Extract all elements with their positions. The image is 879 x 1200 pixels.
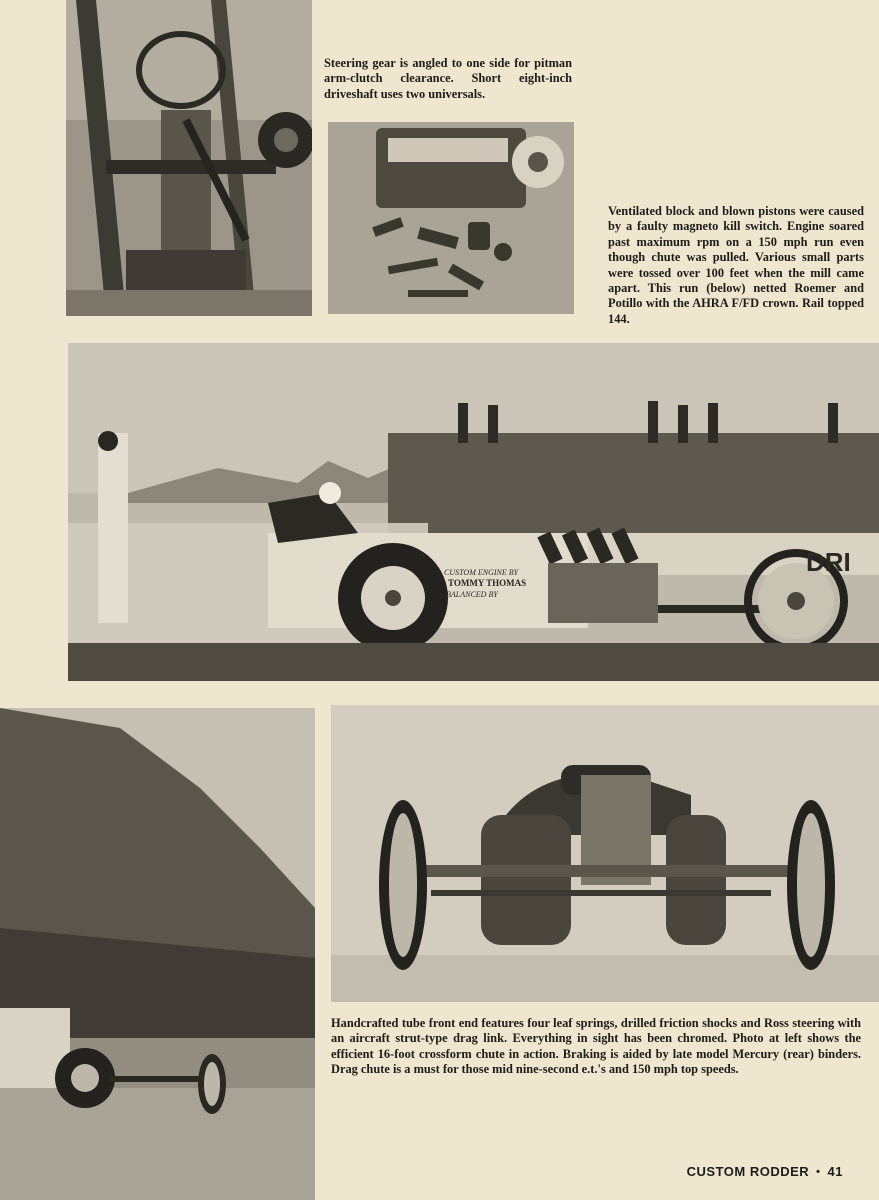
front-end-caption: Handcrafted tube front end features four leaf springs, drilled friction shocks and Ross steering with an aircraft strut-type drag link. Everything in sight has been chromed. Photo at left shows the efficient 16-foot crossform chute in action. Braking is aided by late model Mercury (rear) binders. Drag chute is a must for those mid nine-second e.t.'s and 150 mph top speeds.	[331, 1016, 861, 1077]
chassis-steering-photo	[66, 0, 312, 316]
car-lettering-thomas: TOMMY THOMAS	[448, 578, 527, 588]
page-number: 41	[827, 1164, 843, 1179]
engine-parts-photo	[328, 122, 574, 314]
grandstand-banner-text: DRI	[806, 547, 851, 577]
car-lettering-balanced: BALANCED BY	[446, 590, 498, 599]
front-end-photo	[331, 705, 879, 1002]
engine-caption: Ventilated block and blown pistons were caused by a faulty magneto kill switch. Engine soared past maximum rpm on a 150 mph run even though chute was pulled. Various small parts were tossed over 100 feet when the mill came apart. This run (below) netted Roemer and Potillo with the AHRA F/FD crown. Rail topped 144.	[608, 204, 864, 326]
page-footer	[687, 1164, 843, 1179]
steering-caption: Steering gear is angled to one side for pitman arm-clutch clearance. Short eight-inch driveshaft uses two universals.	[324, 56, 572, 101]
chute-run-photo	[0, 708, 315, 1200]
car-lettering-custom: CUSTOM ENGINE BY	[444, 568, 519, 577]
dragster-launch-photo	[68, 343, 879, 681]
footer-bullet: •	[816, 1165, 821, 1178]
magazine-name: CUSTOM RODDER	[686, 1164, 810, 1179]
